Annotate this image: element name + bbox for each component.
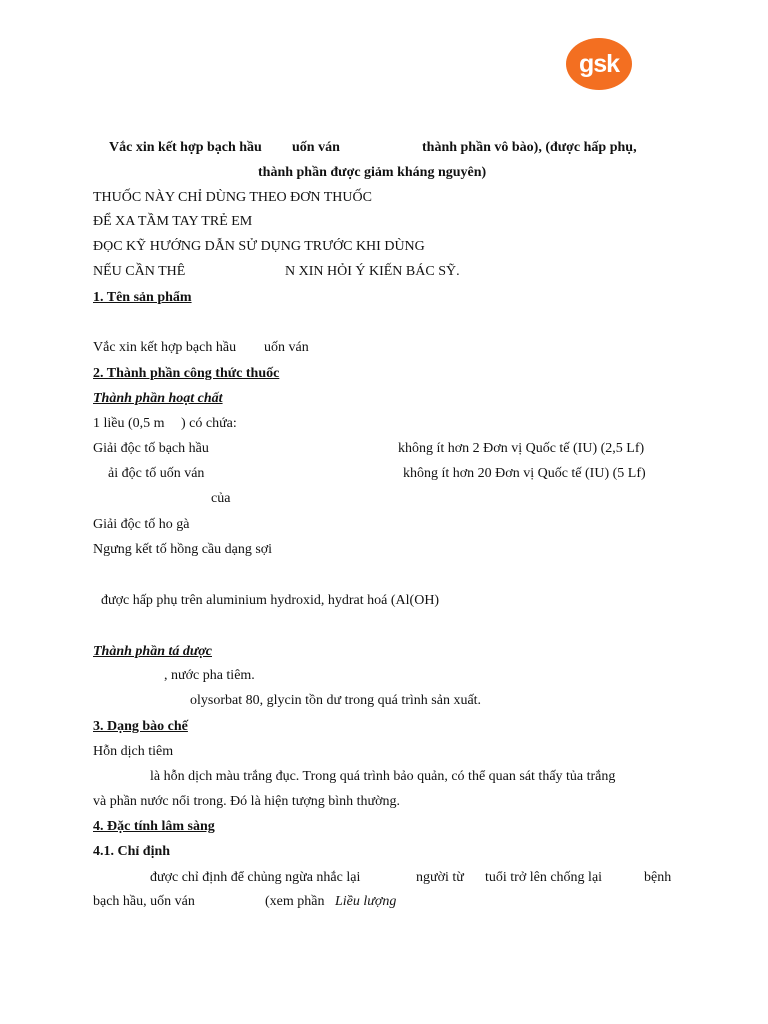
product-name-b: uốn ván: [264, 340, 309, 355]
warning-ask-b: N XIN HỎI Ý KIẾN BÁC SỸ.: [285, 264, 460, 279]
ingredient-fha: Ngưng kết tố hồng cầu dạng sợi: [93, 542, 273, 557]
ingredient-diphtheria-amount: không ít hơn 2 Đơn vị Quốc tế (IU) (2,5 Lf): [398, 441, 645, 456]
warning-ask-a: NẾU CẦN THÊ: [93, 264, 186, 279]
indication-1b: người từ: [416, 870, 464, 885]
indication-2b: (xem phần: [265, 894, 325, 909]
indication-2c: Liều lượng: [335, 894, 397, 909]
title-line-1b: uốn ván: [292, 140, 340, 155]
section-2-heading: 2. Thành phần công thức thuốc: [93, 366, 280, 381]
indication-2a: bạch hầu, uốn ván: [93, 894, 195, 909]
section-1-heading: 1. Tên sản phẩm: [93, 290, 192, 305]
active-ingredients-heading: Thành phần hoạt chất: [93, 391, 223, 406]
warning-children: ĐỂ XA TẦM TAY TRẺ EM: [93, 214, 253, 229]
title-line-1a: Vắc xin kết hợp bạch hầu: [109, 140, 262, 155]
ingredient-of: của: [211, 491, 231, 506]
excipient-line-2: olysorbat 80, glycin tồn dư trong quá trình sản xuất.: [190, 693, 482, 708]
section-4-heading: 4. Đặc tính lâm sàng: [93, 819, 215, 834]
warning-prescription: THUỐC NÀY CHỈ DÙNG THEO ĐƠN THUỐC: [93, 190, 372, 205]
dosage-form: Hỗn dịch tiêm: [93, 744, 174, 759]
section-4-1-heading: 4.1. Chỉ định: [93, 844, 171, 859]
warning-read: ĐỌC KỸ HƯỚNG DẪN SỬ DỤNG TRƯỚC KHI DÙNG: [93, 239, 425, 254]
gsk-logo-text: gsk: [578, 49, 620, 78]
title-line-1c: thành phần vô bào), (được hấp phụ,: [422, 140, 637, 155]
indication-1d: bệnh: [644, 870, 672, 885]
dosage-desc-2: và phần nước nổi trong. Đó là hiện tượng bình thường.: [93, 794, 401, 809]
excipient-line-1: , nước pha tiêm.: [164, 668, 255, 683]
indication-1a: được chỉ định để chủng ngừa nhắc lại: [150, 870, 361, 885]
section-3-heading: 3. Dạng bào chế: [93, 719, 188, 734]
indication-1c: tuổi trở lên chống lại: [485, 870, 603, 885]
excipients-heading: Thành phần tá dược: [93, 644, 212, 659]
gsk-logo: [566, 38, 632, 90]
ingredient-tetanus-amount: không ít hơn 20 Đơn vị Quốc tế (IU) (5 Lf): [403, 466, 646, 481]
dose-a: 1 liều (0,5 m: [93, 416, 165, 431]
title-line-2: thành phần được giảm kháng nguyên): [258, 165, 487, 180]
ingredient-tetanus: ải độc tố uốn ván: [108, 466, 205, 481]
ingredient-pertussis: Giải độc tố ho gà: [93, 517, 190, 532]
product-name-a: Vắc xin kết hợp bạch hầu: [93, 340, 237, 355]
ingredient-diphtheria: Giải độc tố bạch hầu: [93, 441, 209, 456]
dosage-desc-1: là hỗn dịch màu trắng đục. Trong quá trình bảo quản, có thể quan sát thấy tủa trắng: [150, 769, 616, 784]
adsorbed-note: được hấp phụ trên aluminium hydroxid, hydrat hoá (Al(OH): [101, 593, 440, 608]
dose-b: ) có chứa:: [181, 416, 237, 431]
